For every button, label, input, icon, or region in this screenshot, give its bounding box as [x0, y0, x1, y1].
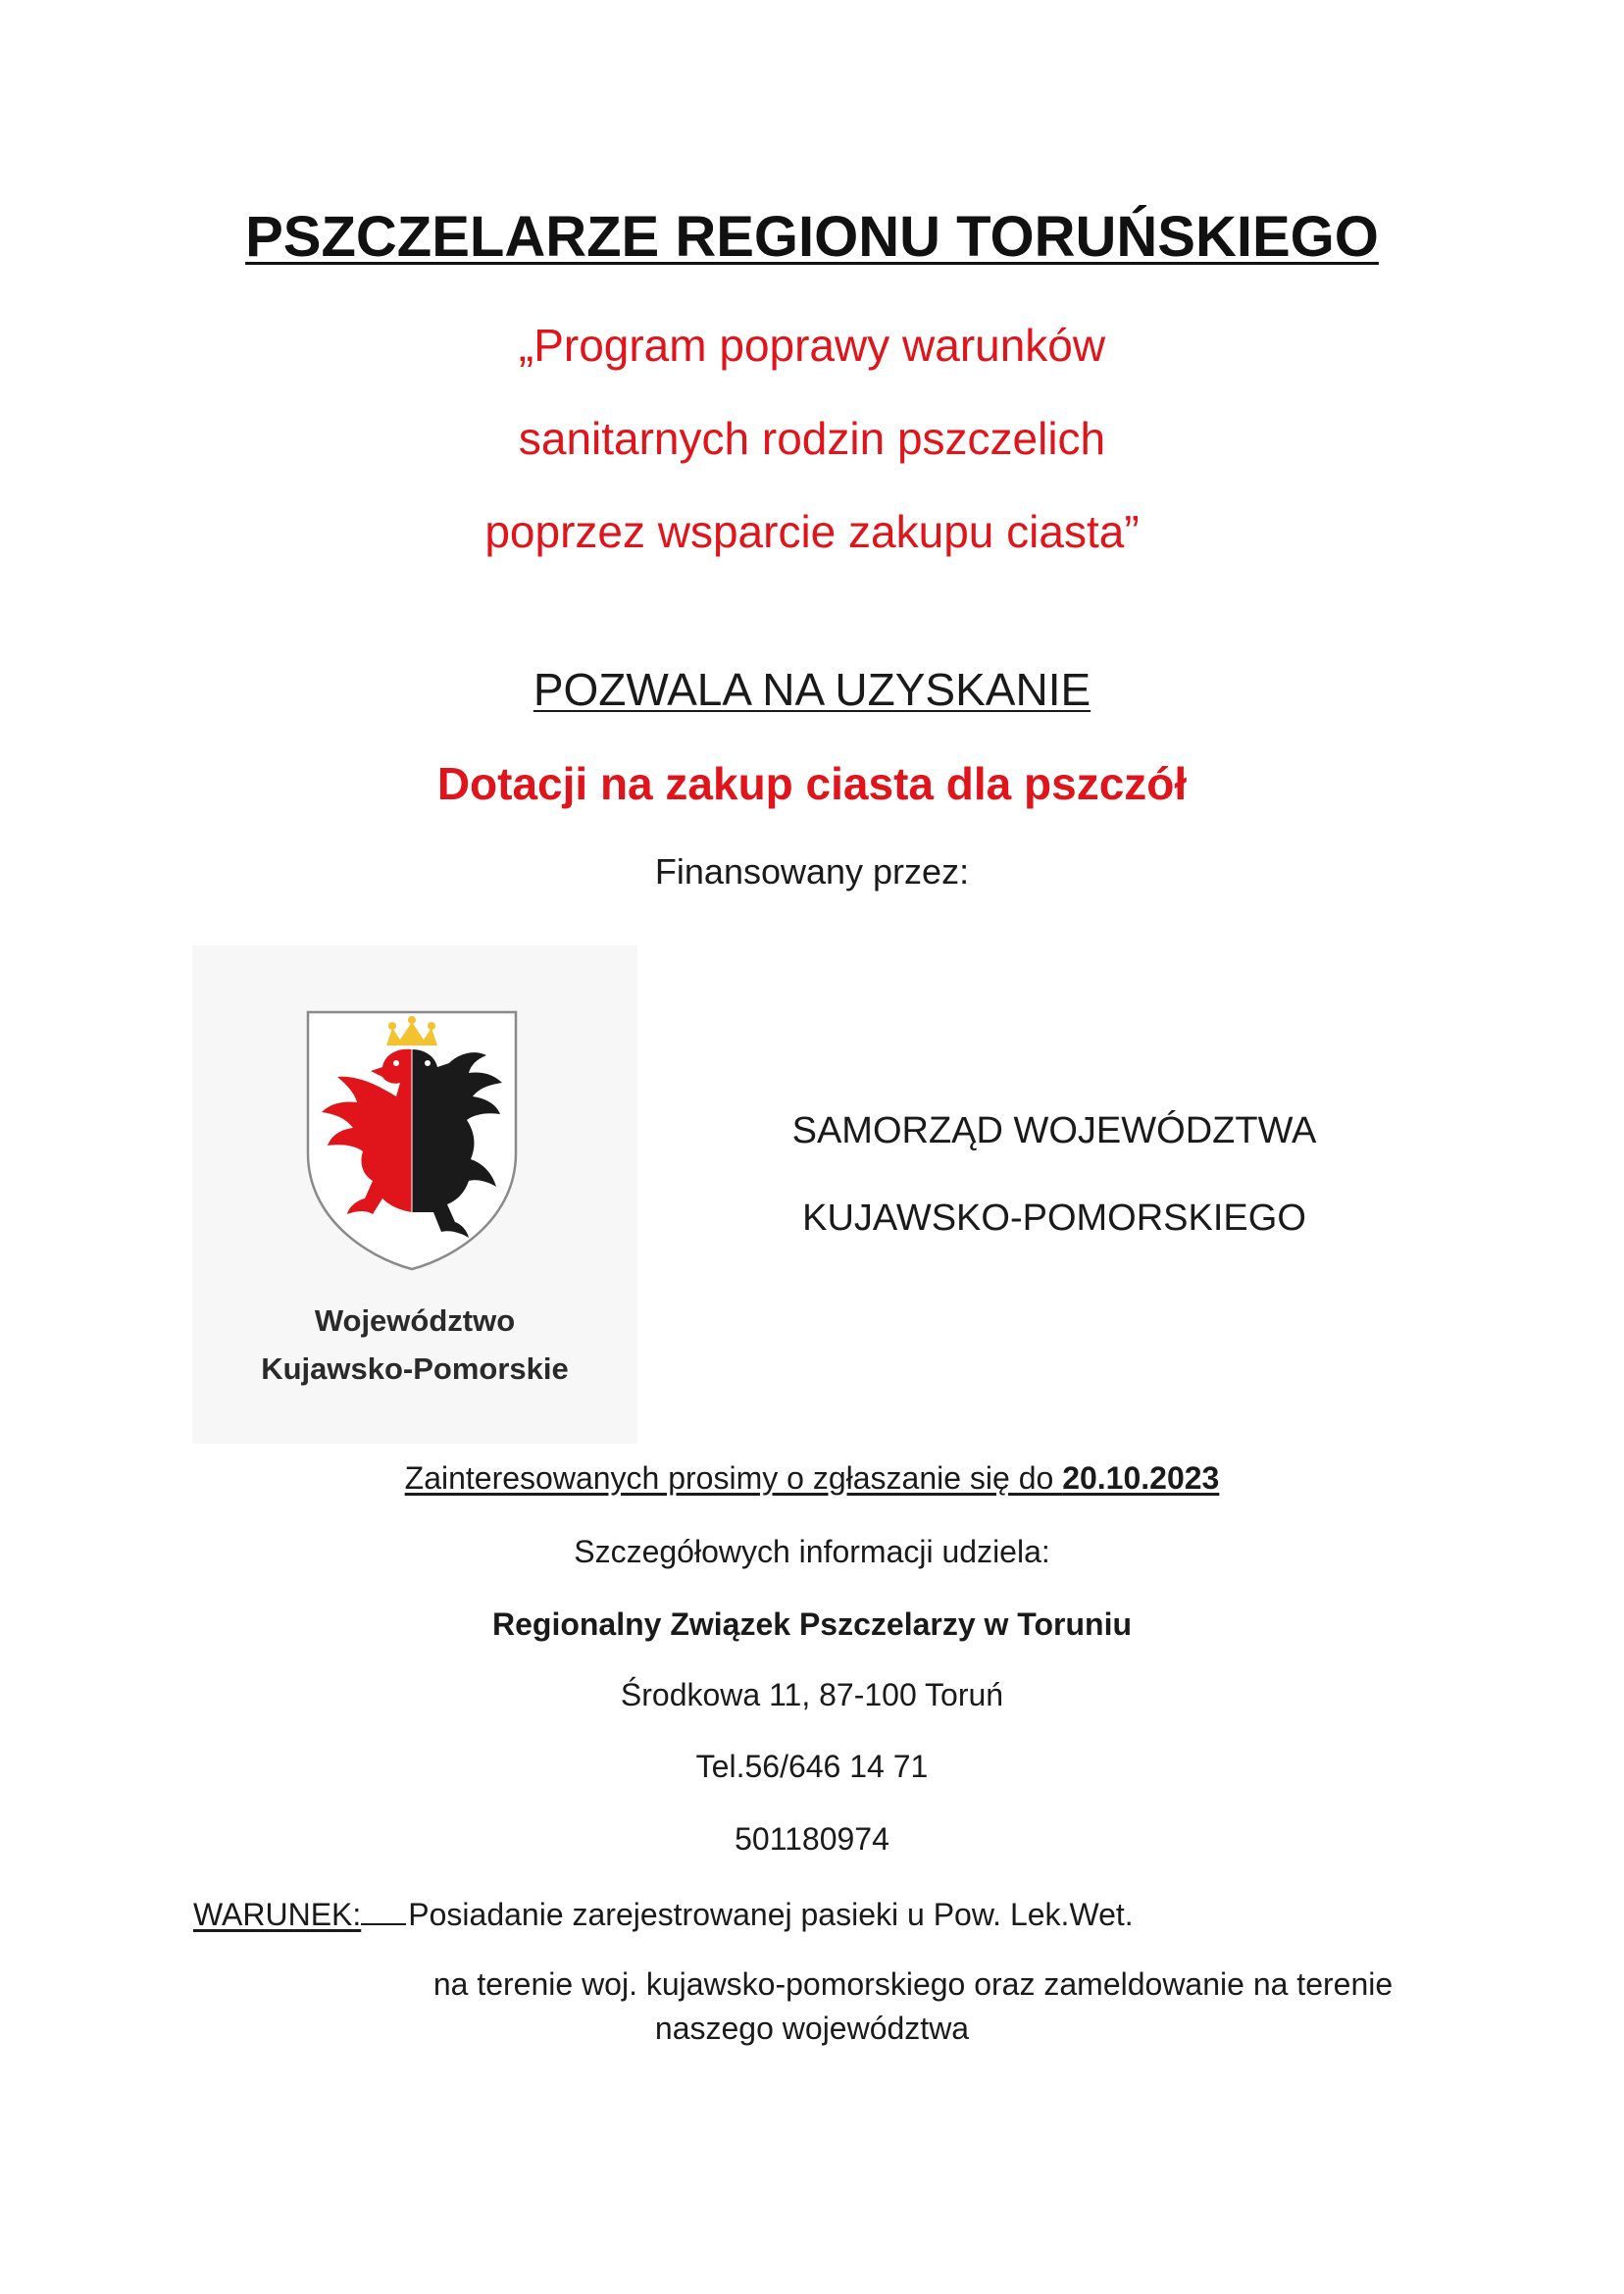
- deadline-text: Zainteresowanych prosimy o zgłaszanie się do: [404, 1460, 1063, 1496]
- financed-by-label: Finansowany przez:: [654, 851, 970, 892]
- mobile-number: 501180974: [735, 1821, 889, 1857]
- region-logo: [192, 945, 637, 1444]
- organization-name: Regionalny Związek Pszczelarzy w Toruniu: [491, 1606, 1132, 1642]
- logo-text-line-2: Kujawsko-Pomorskie: [261, 1351, 569, 1386]
- condition-label: WARUNEK:: [193, 1897, 362, 1932]
- condition-text-3: naszego województwa: [654, 2011, 970, 2046]
- deadline-date: 20.10.2023: [1062, 1460, 1220, 1496]
- condition-text-1: Posiadanie zarejestrowanej pasieki u Pow. Lek.Wet.: [408, 1897, 1134, 1932]
- info-label: Szczegółowych informacji udziela:: [574, 1534, 1050, 1569]
- condition-underline-gap: [361, 1894, 406, 1925]
- condition-text-2: na terenie woj. kujawsko-pomorskiego oraz zameldowanie na terenie: [432, 1966, 1394, 2002]
- program-line-1: „Program poprawy warunków: [518, 320, 1106, 371]
- address: Środkowa 11, 87-100 Toruń: [620, 1677, 1004, 1712]
- deadline-notice: [0, 1460, 1624, 1497]
- funder-line-1: SAMORZĄD WOJEWÓDZTWA: [791, 1110, 1317, 1151]
- logo-text-line-1: Województwo: [314, 1303, 516, 1338]
- phone-number: Tel.56/646 14 71: [695, 1749, 929, 1784]
- coat-of-arms-icon: [302, 1006, 522, 1275]
- subsidy-heading: Dotacji na zakup ciasta dla pszczół: [436, 758, 1188, 809]
- program-line-3: poprzez wsparcie zakupu ciasta”: [484, 506, 1140, 557]
- condition-line-1: [193, 1894, 1134, 1933]
- program-line-2: sanitarnych rodzin pszczelich: [518, 413, 1106, 464]
- funder-line-2: KUJAWSKO-POMORSKIEGO: [802, 1198, 1306, 1239]
- page-title: PSZCZELARZE REGIONU TORUŃSKIEGO: [245, 205, 1379, 269]
- allows-heading: POZWALA NA UZYSKANIE: [533, 664, 1091, 715]
